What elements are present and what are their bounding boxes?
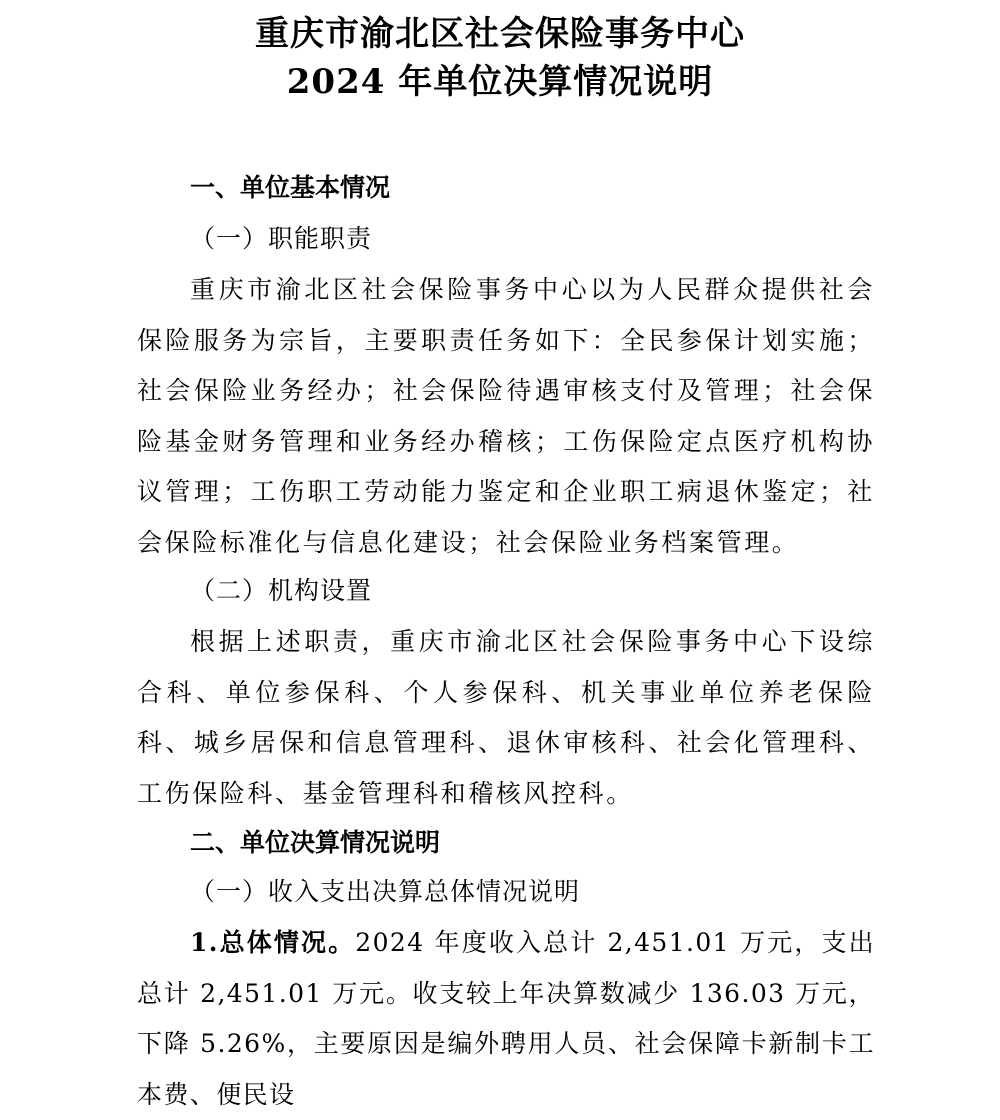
paragraph-overall-run-in: 1.总体情况。 (190, 928, 356, 957)
paragraph-overall (137, 918, 875, 1120)
subsection-heading-income-expenditure: （一）收入支出决算总体情况说明 (190, 877, 581, 906)
paragraph-organization: 根据上述职责，重庆市渝北区社会保险事务中心下设综合科、单位参保科、个人参保科、机关事业单位养老保险科、城乡居保和信息管理科、退休审核科、社会化管理科、工伤保险科、基金管理科和稽核风控科。 (137, 627, 875, 808)
section-heading-final-accounts: 二、单位决算情况说明 (190, 828, 441, 857)
subsection-heading-functions: （一）职能职责 (190, 224, 373, 253)
document-title-line-1: 重庆市渝北区社会保险事务中心 (255, 14, 745, 54)
document-title-line-2: 2024 年单位决算情况说明 (286, 62, 714, 102)
section-heading-basic-info: 一、单位基本情况 (190, 173, 391, 202)
subsection-heading-organization: （二）机构设置 (190, 576, 373, 605)
paragraph-functions: 重庆市渝北区社会保险事务中心以为人民群众提供社会保险服务为宗旨，主要职责任务如下：全民参保计划实施；社会保险业务经办；社会保险待遇审核支付及管理；社会保险基金财务管理和业务经办稽核；工伤保险定点医疗机构协议管理；工伤职工劳动能力鉴定和企业职工病退休鉴定；社会保险标准化与信息化建设；社会保险业务档案管理。 (137, 275, 875, 557)
paragraph-overall-text: 2024 年度收入总计 2,451.01 万元，支出总计 2,451.01 万元。收支较上年决算数减少 136.03 万元，下降 5.26%，主要原因是编外聘用人员、社会保障卡新制卡工本费、便民设 (137, 928, 875, 1109)
